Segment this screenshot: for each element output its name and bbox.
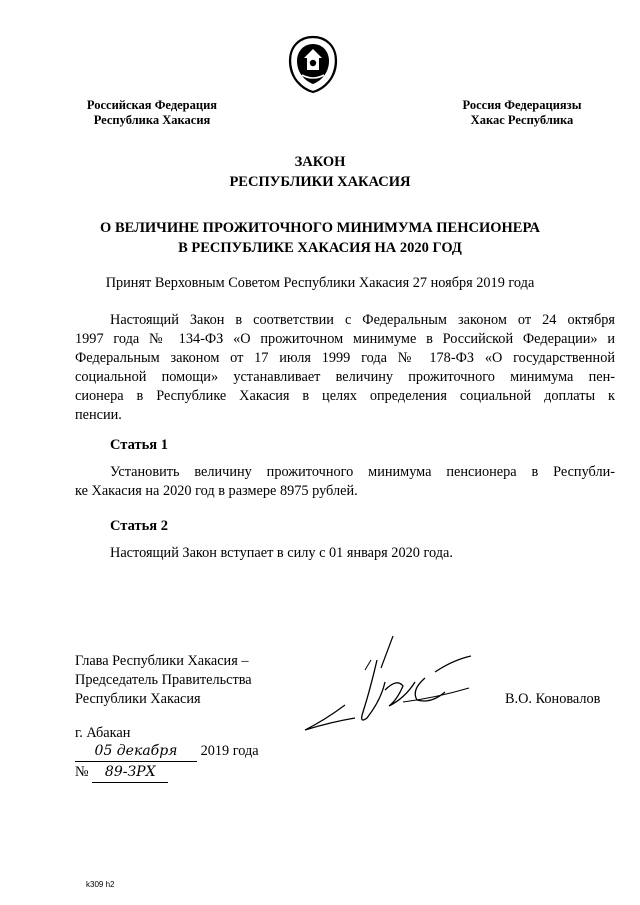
preamble-line: 1997 года № 134-ФЗ «О прожиточном минимуме в Российской Федерации» и — [75, 331, 615, 347]
preamble-paragraph — [75, 311, 615, 425]
number-sign: № — [75, 764, 89, 780]
issuer: РЕСПУБЛИКИ ХАКАСИЯ — [229, 174, 411, 190]
article-2-heading: Статья 2 — [110, 518, 168, 534]
signatory-name: В.О. Коновалов — [505, 691, 601, 707]
preamble-line: Федеральным законом от 17 июля 1999 года № 178-ФЗ «О государственной — [75, 350, 615, 366]
handwritten-number: 89-ЗРХ — [92, 763, 168, 783]
preamble-line: пенсии. — [75, 407, 122, 423]
date-year: 2019 года — [200, 743, 259, 759]
document-type: ЗАКОН — [294, 154, 346, 170]
article-1-body — [75, 463, 615, 501]
header-right-line: Хакас Республика — [470, 113, 574, 127]
law-subject: В РЕСПУБЛИКЕ ХАКАСИЯ НА 2020 ГОД — [178, 240, 462, 256]
header-left-line: Российская Федерация — [86, 98, 218, 112]
article-1-heading: Статья 1 — [110, 437, 168, 453]
handwritten-date: 05 декабря — [75, 742, 197, 762]
adoption-note: Принят Верховным Советом Республики Хакасия 27 ноября 2019 года — [105, 275, 535, 291]
article-1-line: ке Хакасия на 2020 год в размере 8975 рублей. — [75, 483, 358, 499]
preamble-line: социальной помощи» устанавливает величину прожиточного минимума пен- — [75, 369, 615, 385]
number-line — [75, 763, 168, 783]
header-right-line: Россия Федерациязы — [462, 98, 582, 112]
handwritten-signature — [285, 630, 485, 740]
coat-of-arms-emblem — [286, 34, 340, 94]
header-right — [422, 98, 622, 128]
preamble-line: Настоящий Закон в соответствии с Федеральным законом от 24 октября — [110, 312, 615, 328]
law-subject: О ВЕЛИЧИНЕ ПРОЖИТОЧНОГО МИНИМУМА ПЕНСИОНЕРА — [100, 220, 540, 236]
footer-code: k309 h2 — [86, 880, 115, 889]
article-2-body: Настоящий Закон вступает в силу с 01 января 2020 года. — [110, 545, 453, 561]
header-left-line: Республика Хакасия — [93, 113, 211, 127]
header-left — [52, 98, 252, 128]
date-line — [75, 742, 259, 762]
signatory-position-line: Глава Республики Хакасия – — [75, 653, 249, 669]
signatory-position-line: Председатель Правительства — [75, 672, 252, 688]
signatory-position — [75, 652, 315, 709]
article-1-line: Установить величину прожиточного минимума пенсионера в Республи- — [110, 464, 615, 480]
preamble-line: сионера в Республике Хакасия в целях определения социальной доплаты к — [75, 388, 615, 404]
city: г. Абакан — [75, 725, 131, 741]
signatory-position-line: Республики Хакасия — [75, 691, 201, 707]
